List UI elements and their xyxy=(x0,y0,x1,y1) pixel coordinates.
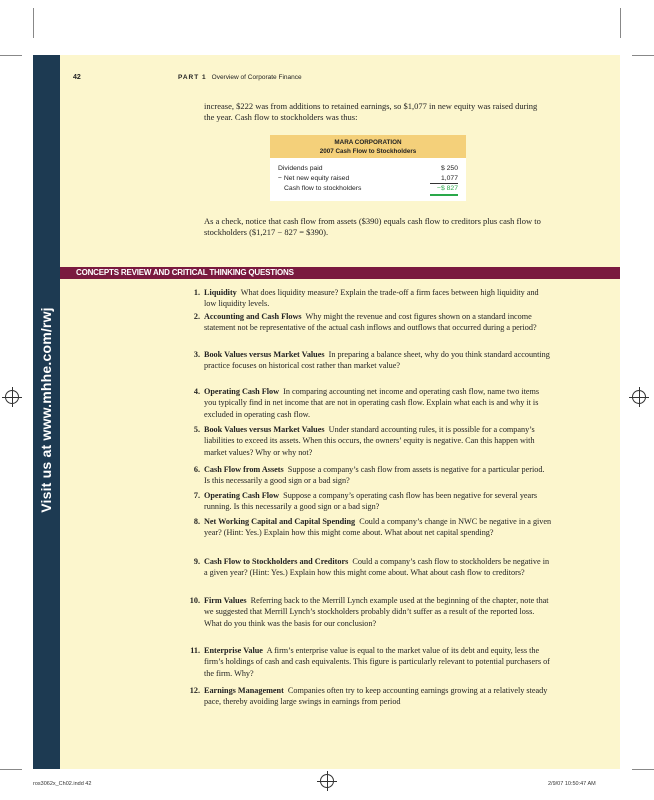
question-title: Book Values versus Market Values xyxy=(204,350,325,359)
intro-paragraph: increase, $222 was from additions to retained earnings, so $1,077 in new equity was raised during the year. Cash flow to stockholders was thus: xyxy=(204,101,538,122)
question-body xyxy=(204,349,552,372)
question-title: Liquidity xyxy=(204,288,237,297)
question-title: Cash Flow from Assets xyxy=(204,465,284,474)
question-number: 4. xyxy=(193,387,200,396)
crop-mark xyxy=(0,55,22,56)
row-value: $ 250 xyxy=(440,165,458,172)
part-title: Overview of Corporate Finance xyxy=(211,74,302,81)
question-number: 12. xyxy=(189,686,200,695)
question-title: Enterprise Value xyxy=(204,646,263,655)
question-body xyxy=(204,685,552,708)
page-number: 42 xyxy=(73,74,81,81)
question-text: Could a company’s cash flow to stockholders be negative in a given year? (Hint: Yes.) Explain how this might come about. What about cash flow to creditors? xyxy=(204,557,550,578)
question-number: 7. xyxy=(193,491,200,500)
registration-mark-icon xyxy=(5,390,19,404)
question-body xyxy=(204,287,552,310)
row-label: Dividends paid xyxy=(278,165,323,172)
question-text: Could a company’s change in NWC be negative in a given year? (Hint: Yes.) Explain how this might come about. What about net capital spending? xyxy=(204,517,552,538)
question-number: 1. xyxy=(193,288,200,297)
question-number: 3. xyxy=(193,350,200,359)
question-number: 6. xyxy=(193,465,200,474)
question-title: Firm Values xyxy=(204,596,247,605)
question-body xyxy=(204,464,552,487)
question-text: In comparing accounting net income and operating cash flow, name two items you typically find in net income that are not in operating cash flow. Explain what each is and why it is excluded in operating cash flow. xyxy=(204,387,540,419)
crop-mark xyxy=(33,8,34,38)
registration-mark-icon xyxy=(320,774,334,788)
question-body xyxy=(204,311,552,334)
table-row xyxy=(270,164,466,174)
question-body xyxy=(204,556,552,579)
row-value: 1,077 xyxy=(440,175,458,182)
check-paragraph: As a check, notice that cash flow from assets ($390) equals cash flow to creditors plus cash flow to stockholders ($1,217 − 827 = $390). xyxy=(204,216,541,237)
question-body xyxy=(204,424,552,458)
question-text: A firm’s enterprise value is equal to the market value of its debt and equity, less the firm’s holdings of cash and cash equivalents. This figure is particularly relevant to potential purchasers of the firm. Why? xyxy=(204,646,550,678)
row-label: − Net new equity raised xyxy=(278,175,350,182)
table-row xyxy=(270,184,466,194)
question-text: Referring back to the Merrill Lynch example used at the beginning of the chapter, note that we suggested that Merrill Lynch’s stockholders probably didn’t suffer as a result of the reported loss. What do you think was the basis for our conclusion? xyxy=(204,596,549,628)
table-row xyxy=(270,174,466,184)
question-number: 11. xyxy=(190,646,200,655)
question-number: 10. xyxy=(189,596,200,605)
question-body xyxy=(204,516,552,539)
section-title: CONCEPTS REVIEW AND CRITICAL THINKING QUESTIONS xyxy=(76,268,294,277)
crop-mark xyxy=(632,769,654,770)
question-title: Cash Flow to Stockholders and Creditors xyxy=(204,557,349,566)
question-text: What does liquidity measure? Explain the trade-off a firm faces between high liquidity and low liquidity levels. xyxy=(204,288,539,309)
question-number: 9. xyxy=(193,557,200,566)
question-text: Companies often try to keep accounting earnings growing at a relatively steady pace, thereby avoiding large swings in earnings from period xyxy=(204,686,548,707)
crop-mark xyxy=(0,769,22,770)
question-title: Operating Cash Flow xyxy=(204,491,280,500)
question-body xyxy=(204,490,552,513)
crop-mark xyxy=(620,8,621,38)
question-text: Suppose a company’s operating cash flow has been negative for several years running. Is this necessarily a good sign or a bad sign? xyxy=(204,491,538,512)
question-text: Suppose a company’s cash flow from assets is negative for a particular period. Is this necessarily a good sign or a bad sign? xyxy=(204,465,545,486)
question-body xyxy=(204,595,552,629)
row-label: Cash flow to stockholders xyxy=(284,185,362,192)
footer-file: ros3062x_Ch02.indd 42 xyxy=(33,781,92,787)
question-title: Earnings Management xyxy=(204,686,284,695)
table-header xyxy=(270,135,466,158)
question-text: Under standard accounting rules, it is possible for a company’s liabilities to exceed its assets. When this occurs, the owners’ equity is negative. Can this happen with market values? Why or why not? xyxy=(204,425,535,457)
question-title: Net Working Capital and Capital Spending xyxy=(204,517,356,526)
part-label: PART 1 xyxy=(178,74,207,81)
table-subtitle: 2007 Cash Flow to Stockholders xyxy=(319,148,417,155)
question-body xyxy=(204,386,552,420)
running-header xyxy=(178,74,302,81)
question-text: In preparing a balance sheet, why do you think standard accounting practice focuses on historical cost rather than market value? xyxy=(204,350,550,371)
question-title: Accounting and Cash Flows xyxy=(204,312,302,321)
registration-mark-icon xyxy=(632,390,646,404)
table-company: MARA CORPORATION xyxy=(334,139,402,146)
question-body xyxy=(204,645,552,679)
footer-timestamp: 2/9/07 10:50:47 AM xyxy=(548,781,596,787)
crop-mark xyxy=(632,55,654,56)
cash-flow-table xyxy=(270,135,466,201)
question-text: Why might the revenue and cost figures shown on a standard income statement not be representative of the actual cash inflows and outflows that occurred during a period? xyxy=(204,312,537,333)
total-rule xyxy=(430,194,458,196)
question-number: 5. xyxy=(193,425,200,434)
question-number: 8. xyxy=(193,517,200,526)
question-title: Book Values versus Market Values xyxy=(204,425,325,434)
side-banner-text: Visit us at www.mhhe.com/rwj xyxy=(38,307,54,513)
row-value: −$ 827 xyxy=(437,185,458,192)
question-title: Operating Cash Flow xyxy=(204,387,280,396)
question-number: 2. xyxy=(193,312,200,321)
